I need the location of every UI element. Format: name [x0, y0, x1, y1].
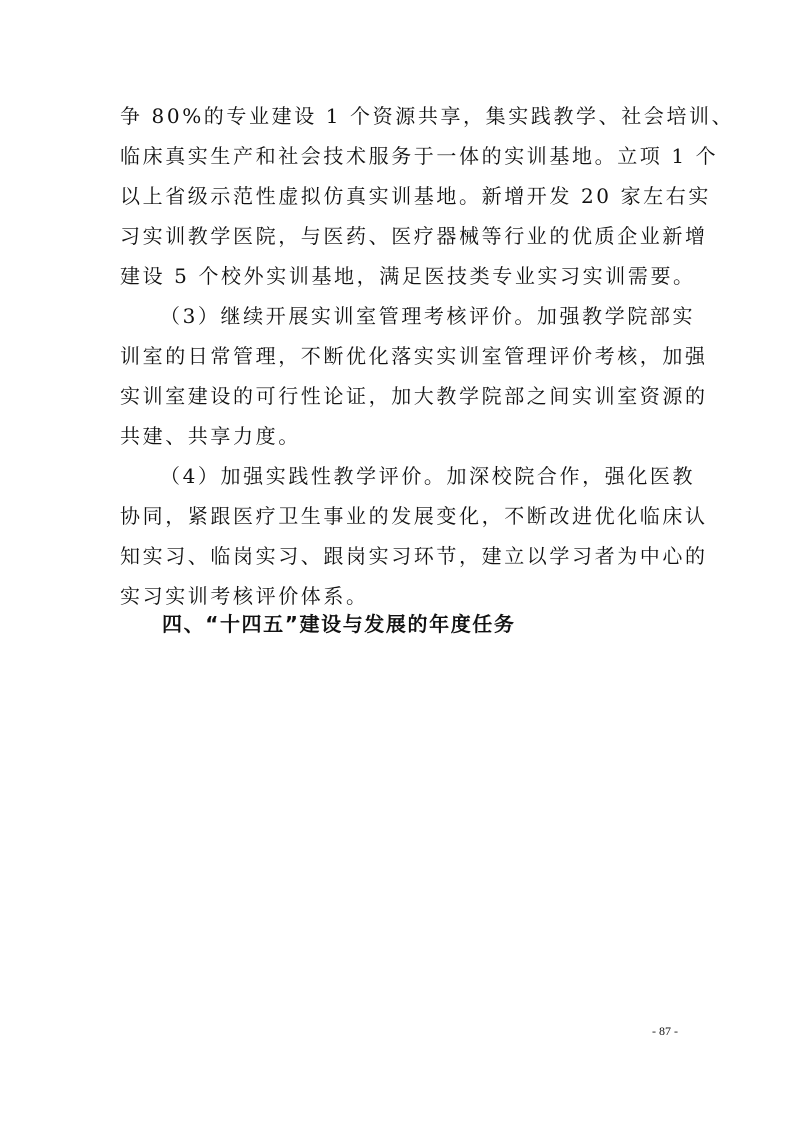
- text-line: 共建、共享力度。: [120, 424, 301, 448]
- paragraph-practical-teaching: [120, 456, 708, 616]
- paragraph-training-base: [120, 96, 735, 296]
- text-line: 以上省级示范性虚拟仿真实训基地。新增开发 20 家左右实: [120, 184, 711, 208]
- text-line: （3）继续开展实训室管理考核评价。加强教学院部实: [160, 304, 696, 328]
- text-line: 协同，紧跟医疗卫生事业的发展变化，不断改进优化临床认: [120, 504, 708, 528]
- paragraph-lab-management: [120, 296, 708, 456]
- page-number: - 87 -: [652, 1024, 678, 1038]
- text-line: 训室的日常管理，不断优化落实实训室管理评价考核，加强: [120, 344, 708, 368]
- text-line: 实训室建设的可行性论证，加大教学院部之间实训室资源的: [120, 384, 708, 408]
- text-line: 争 80%的专业建设 1 个资源共享，集实践教学、社会培训、: [120, 104, 735, 128]
- section-heading: 四、“十四五”建设与发展的年度任务: [162, 612, 516, 636]
- text-line: 知实习、临岗实习、跟岗实习环节，建立以学习者为中心的: [120, 544, 708, 568]
- text-line: 建设 5 个校外实训基地，满足医技类专业实习实训需要。: [120, 264, 696, 288]
- text-line: 临床真实生产和社会技术服务于一体的实训基地。立项 1 个: [120, 144, 719, 168]
- text-line: 实习实训考核评价体系。: [120, 584, 369, 608]
- text-line: （4）加强实践性教学评价。加深校院合作，强化医教: [160, 464, 696, 488]
- text-line: 习实训教学医院，与医药、医疗器械等行业的优质企业新增: [120, 224, 708, 248]
- body-text: [120, 96, 735, 616]
